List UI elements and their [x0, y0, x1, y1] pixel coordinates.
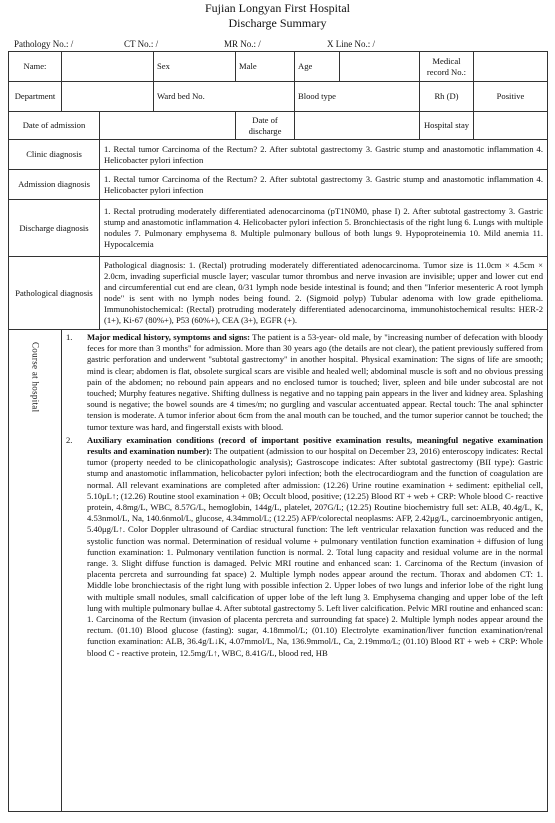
admission-date-label: Date of admission: [9, 112, 100, 140]
name-label: Name:: [9, 52, 62, 82]
course-row: [9, 330, 548, 812]
pathological-diagnosis-label: Pathological diagnosis: [9, 257, 100, 330]
medical-record-value: [474, 52, 548, 82]
hospital-name: Fujian Longyan First Hospital: [205, 1, 350, 15]
patient-row: [9, 52, 548, 82]
ward-row: [9, 82, 548, 112]
course-item-heading: Auxiliary examination conditions (record of important positive examination results, meaningful negative examination results and examination number):: [87, 434, 543, 457]
course-item-number: 1.: [66, 332, 73, 342]
blood-type-label: Blood type: [295, 82, 420, 112]
discharge-diagnosis-label: Discharge diagnosis: [9, 200, 100, 257]
hospital-stay-label: Hospital stay: [420, 112, 474, 140]
hospital-stay-value: [474, 112, 548, 140]
course-item-text: The outpatient (admission to our hospital on December 23, 2016) enteroscopy indicates: Rectal tumor (property needed to be clinicopathologic analysis); Gastroscope indicates: After subtotal gastrectomy (BII type): Gastric stump and anastomotic inflammation, helicobacter pylori infection; both the electrocardiogram and the function of coagulation are normal. All relevant examinations are completed after admission: (12.26) Urine routine examination + sediment: epithelial cell, 5.10μL↑; (12.26) Routine stool examination + 0B; Occult blood, positive; (12.25) Blood RT + web + CRP: Whole blood C- reactive protein, 4.8mg/L, WBC, 8.57G/L, hemoglobin, 144g/L, platelet, 207G/L; (12.25) Routine biochemistry full set: ALB, 40.4g/L, K, 4.53nmol/L, Na, 140.6nmol/L, glucose, 4.34mmol/L; (12.25) AFP/colorectal neoplasms: AFP, 2.42μg/L, carcinoembryonic antigen, 5.40μg/L↑. Color Doppler ultrasound of Cardiac structural function: The left ventricular relaxation function was reduced and the systolic function was normal. Determination of residual volume + pulmonary ventilation function examination + diffusion of lung function examination: 1. Pulmonary ventilation function is normal. 2. Total lung capacity and residual volume are in the normal range. 3. Slight diffuse function is damaged. Pelvic MRI routine and enhanced scan: 1. Carcinoma of the Rectum (invasion of placenta percreta and surrounding fat space) 2. Multiple lymph nodes appear around the rectum. Thorax and abdomen CT: 1. Middle lobe bronchiectasis of the right lung with possible infection 2. Upper lobes of two lungs and inferior lobe of the right lung with multiple small nodules, small calcification of upper lobe of the left lung 3. Emphysema changing and upper lobe of the left lung with multiple pulmonary bullae 4. After subtotal gastrectomy 5. Left liver calcification. Pelvic MRI routine and enhanced scan: 1. Carcinoma of the Rectum (invasion of placenta percreta and surrounding fat space) 2. Multiple lymph nodes appear around the rectum. (01.10) Blood glucose (fasting): sugar, 4.18mmol/L; (01.10) Electrolyte examination/liver function examination/renal function examination: ALB, 36.4g/L↓K, 4.07mmol/L, Na, 136.9mmol/L, Ca, 2.19mmo/L; (01.10) Blood RT + web + CRP: Whole blood C - reactive protein, 12.5mg/L↑, WBC, 8.41G/L, blood red, HB: [87, 446, 543, 658]
pathological-diagnosis-row: [9, 257, 548, 330]
ct-number: CT No.: /: [124, 39, 159, 49]
admission-diagnosis-label: Admission diagnosis: [9, 170, 100, 200]
summary-table: [8, 51, 548, 812]
medical-record-label: Medical record No.:: [420, 52, 474, 82]
clinic-diagnosis-label: Clinic diagnosis: [9, 140, 100, 170]
sex-value: Male: [236, 52, 295, 82]
discharge-diagnosis-text: 1. Rectal protruding moderately differentiated adenocarcinoma (pT1N0M0, phase I) 2. After subtotal gastrectomy 3. Gastric stump and anastomotic inflammation 4. Helicobacter pylori infection 5. Bronchiectasis of the right lung 6. Lungs with multiple nodules 7. Pulmonary emphysema 8. Multiple pulmonary bullous of both lungs 9. Hypoproteinemia 10. Mild anemia 11. Hypocalcemia: [100, 200, 548, 257]
dates-row: [9, 112, 548, 140]
course-item-examination: [66, 435, 543, 659]
age-value: [340, 52, 420, 82]
clinic-diagnosis-row: [9, 140, 548, 170]
course-at-hospital-label: Course at hospital: [30, 342, 41, 413]
course-item-number: 2.: [66, 434, 73, 445]
pathological-diagnosis-text: Pathological diagnosis: 1. (Rectal) protruding moderately differentiated adenocarcinoma. Tumor size is 11.0cm × 4.5cm × 2.0cm, invading superficial muscle layer; vascular tumor thrombus and nerve invasion are invisible; upper and lower cut end and circumferential cut end are clean, 0/31 lymph node beside intestinal is found; and then "Inferior mesenteric A root lymph node" is sent with no lymph nodes being found. 2. (Sigmoid polyp) Tubular adenoma with low grade epithelioma. Immunohistochemical: (Rectal) protruding moderately differentiated adenocarcinoma, immunohistochemical results: HER-2 (1+), Ki-67 (80%+), P53 (60%+), CEA (3+), EGFR (+).: [100, 257, 548, 330]
ward-bed-label: Ward bed No.: [154, 82, 295, 112]
rh-label: Rh (D): [420, 82, 474, 112]
record-numbers: [14, 38, 544, 50]
rh-value: Positive: [474, 82, 548, 112]
course-at-hospital-content: [62, 330, 548, 812]
sex-label: Sex: [154, 52, 236, 82]
xline-number: X Line No.: /: [327, 39, 375, 49]
course-at-hospital-label-cell: [9, 330, 62, 812]
name-value: [62, 52, 154, 82]
admission-diagnosis-row: [9, 170, 548, 200]
course-item-text: The patient is a 53-year- old male, by "increasing number of defecation with bloody feces for more than 3 months" for admission. More than 30 years ago (the details are not clear), the patient previously suffered from gastric perforation and underwent "subtotal gastrectomy" in another hospital. Physical examination: The signs of life are smooth; mind is clear; abdomen is flat, obsolete surgical scars are visible and healed well; abdominal muscle is soft and no obvious pressing pain of the abdomen; no rebound pain appears and no enclosed tumor is touched; liver, spleen and bile under subcostal are not touched; Murphy features negative. Shifting dullness is negative and no tapping pain appears in the liver and kidney area. Splashing sound is negative; the bowel sounds are 4 times/m; no gurgling and vascular accentuated appear. Rectal touch: The anal sphincter tension is moderate. A tumor inferior about 6cm from the anal mouth can be touched, and the tumor superior cannot be touched; the tumor texture was hard, and fingerstall exists with blood.: [87, 332, 543, 432]
clinic-diagnosis-text: 1. Rectal tumor Carcinoma of the Rectum? 2. After subtotal gastrectomy 3. Gastric stump and anastomotic inflammation 4. Helicobacter pylori infection: [100, 140, 548, 170]
document-title: Discharge Summary: [228, 16, 327, 30]
age-label: Age: [295, 52, 340, 82]
course-item-heading: Major medical history, symptoms and signs:: [87, 332, 250, 342]
course-item-history: [66, 332, 543, 433]
admission-diagnosis-text: 1. Rectal tumor Carcinoma of the Rectum? 2. After subtotal gastrectomy 3. Gastric stump and anastomotic inflammation 4. Helicobacter pylori infection: [100, 170, 548, 200]
pathology-number: Pathology No.: /: [14, 39, 74, 49]
discharge-diagnosis-row: [9, 200, 548, 257]
discharge-date-label: Date of discharge: [236, 112, 295, 140]
mr-number: MR No.: /: [224, 39, 261, 49]
admission-date-value: [100, 112, 236, 140]
department-value: [62, 82, 154, 112]
discharge-date-value: [295, 112, 420, 140]
department-label: Department: [9, 82, 62, 112]
